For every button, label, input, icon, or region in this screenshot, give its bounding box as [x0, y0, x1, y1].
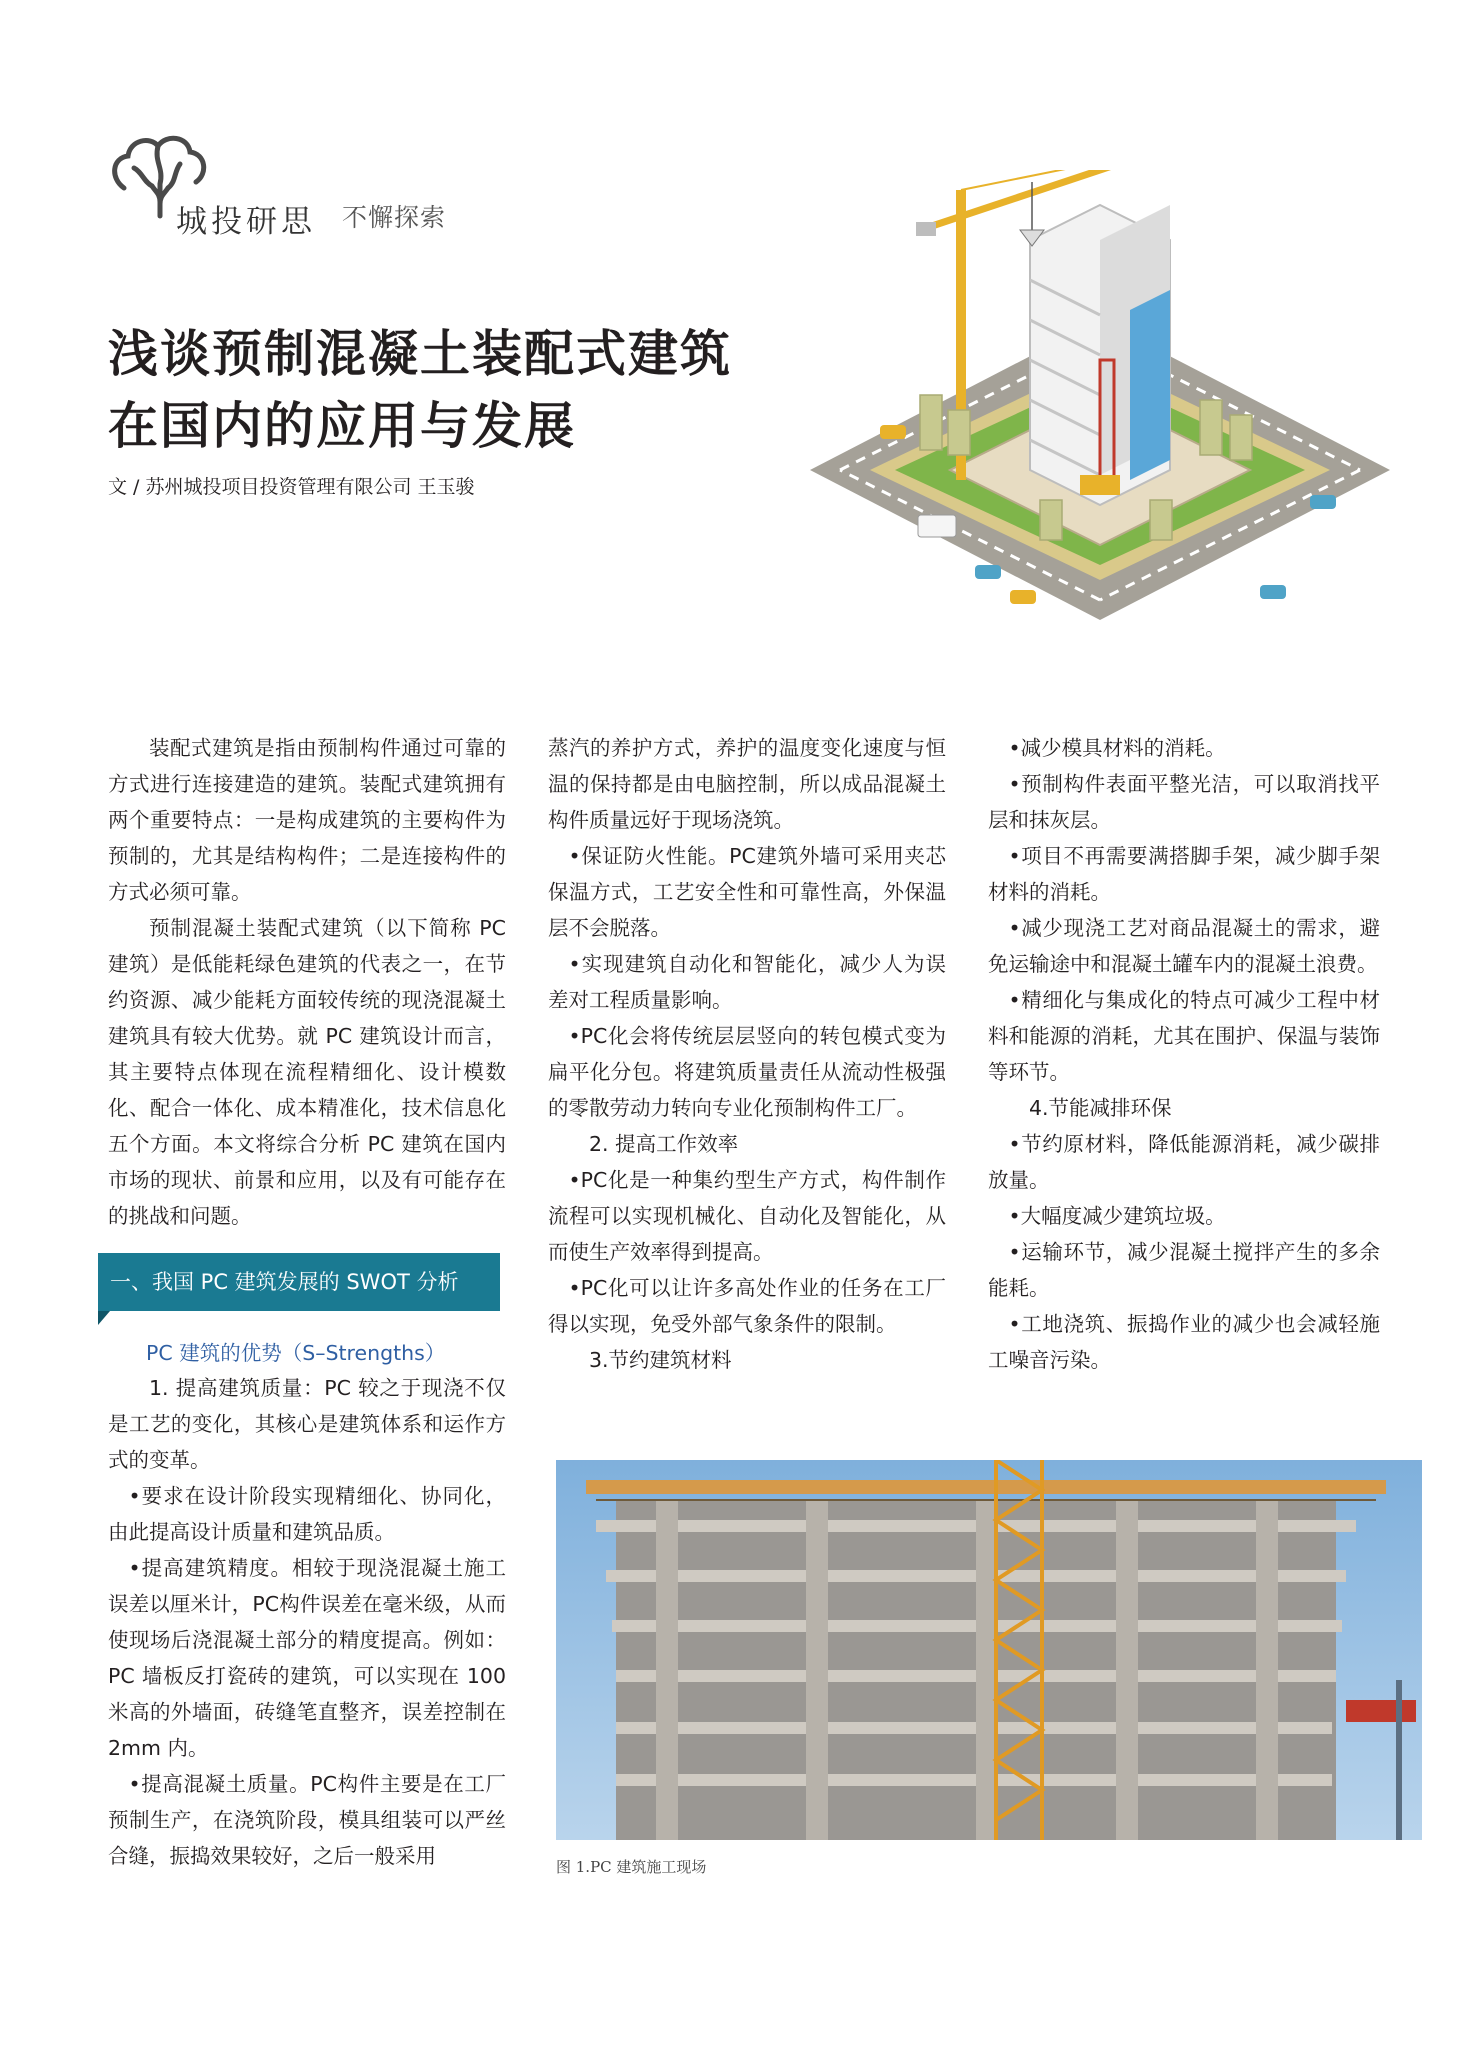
paragraph: 预制混凝土装配式建筑（以下简称 PC 建筑）是低能耗绿色建筑的代表之一，在节约资源、减少能耗方面较传统的现浇混凝土建筑具有较大优势。就 PC 建筑设计而言，其主要特点体现在流程精细化、设计模数化、配合一体化、成本精准化，技术信息化五个方面。本文将综合分析 PC 建筑在国内市场的现状、前景和应用，以及有可能存在的挑战和问题。	[108, 916, 506, 1228]
column-3	[988, 730, 1380, 1378]
figure-caption: 图 1.PC 建筑施工现场	[556, 1858, 707, 1876]
bullet-item: •PC化可以让许多高处作业的任务在工厂得以实现，免受外部气象条件的限制。	[548, 1276, 946, 1336]
subsection-strengths: PC 建筑的优势（S–Strengths）	[146, 1341, 446, 1365]
bullet-item: •大幅度减少建筑垃圾。	[1008, 1204, 1226, 1228]
article-title	[108, 318, 828, 462]
bullet-item: •运输环节，减少混凝土搅拌产生的多余能耗。	[988, 1240, 1380, 1300]
column-1-continued	[108, 1370, 506, 1874]
column-1	[108, 730, 506, 1234]
bullet-item: •提高混凝土质量。PC构件主要是在工厂预制生产，在浇筑阶段，模具组装可以严丝合缝，振捣效果较好，之后一般采用	[108, 1772, 506, 1868]
bullet-item: •保证防火性能。PC建筑外墙可采用夹芯保温方式，工艺安全性和可靠性高，外保温层不会脱落。	[548, 844, 946, 940]
bullet-item: •工地浇筑、振捣作业的减少也会减轻施工噪音污染。	[988, 1312, 1380, 1372]
bullet-item: •PC化是一种集约型生产方式，构件制作流程可以实现机械化、自动化及智能化，从而使生产效率得到提高。	[548, 1168, 946, 1264]
numbered-subheading: 2. 提高工作效率	[589, 1132, 739, 1156]
byline: 文 / 苏州城投项目投资管理有限公司 王玉骏	[108, 476, 475, 498]
bullet-item: •预制构件表面平整光洁，可以取消找平层和抹灰层。	[988, 772, 1380, 832]
paragraph: 1. 提高建筑质量：PC 较之于现浇不仅是工艺的变化，其核心是建筑体系和运作方式的变革。	[108, 1376, 506, 1472]
column-2	[548, 730, 946, 1378]
bullet-item: •减少现浇工艺对商品混凝土的需求，避免运输途中和混凝土罐车内的混凝土浪费。	[988, 916, 1380, 976]
numbered-subheading: 4.节能减排环保	[1029, 1096, 1172, 1120]
paragraph: 装配式建筑是指由预制构件通过可靠的方式进行连接建造的建筑。装配式建筑拥有两个重要特点：一是构成建筑的主要构件为预制的，尤其是结构构件；二是连接构件的方式必须可靠。	[108, 736, 506, 904]
title-line-1: 浅谈预制混凝土装配式建筑	[108, 325, 732, 383]
section-heading-swot: 一、我国 PC 建筑发展的 SWOT 分析	[98, 1253, 500, 1311]
bullet-item: •项目不再需要满搭脚手架，减少脚手架材料的消耗。	[988, 844, 1380, 904]
bullet-item: •实现建筑自动化和智能化，减少人为误差对工程质量影响。	[548, 952, 946, 1012]
construction-site-illustration	[800, 170, 1400, 640]
logo-text: 城投研思	[176, 204, 316, 240]
title-line-2: 在国内的应用与发展	[108, 397, 576, 455]
numbered-subheading: 3.节约建筑材料	[589, 1348, 732, 1372]
bullet-item: •节约原材料，降低能源消耗，减少碳排放量。	[988, 1132, 1380, 1192]
paragraph: 蒸汽的养护方式，养护的温度变化速度与恒温的保持都是由电脑控制，所以成品混凝土构件质量远好于现场浇筑。	[548, 736, 946, 832]
bullet-item: •精细化与集成化的特点可减少工程中材料和能源的消耗，尤其在围护、保温与装饰等环节。	[988, 988, 1380, 1084]
bullet-item: •提高建筑精度。相较于现浇混凝土施工误差以厘米计，PC构件误差在毫米级，从而使现场后浇混凝土部分的精度提高。例如：PC 墙板反打瓷砖的建筑，可以实现在 100 米高的外墙面，砖缝笔直整齐，误差控制在 2mm 内。	[108, 1556, 506, 1760]
bullet-item: •要求在设计阶段实现精细化、协同化，由此提高设计质量和建筑品质。	[108, 1484, 506, 1544]
bullet-item: •PC化会将传统层层竖向的转包模式变为扁平化分包。将建筑质量责任从流动性极强的零散劳动力转向专业化预制构件工厂。	[548, 1024, 946, 1120]
logo-slogan: 不懈探索	[342, 203, 447, 232]
construction-site-photo	[556, 1460, 1422, 1840]
bullet-item: •减少模具材料的消耗。	[1008, 736, 1226, 760]
